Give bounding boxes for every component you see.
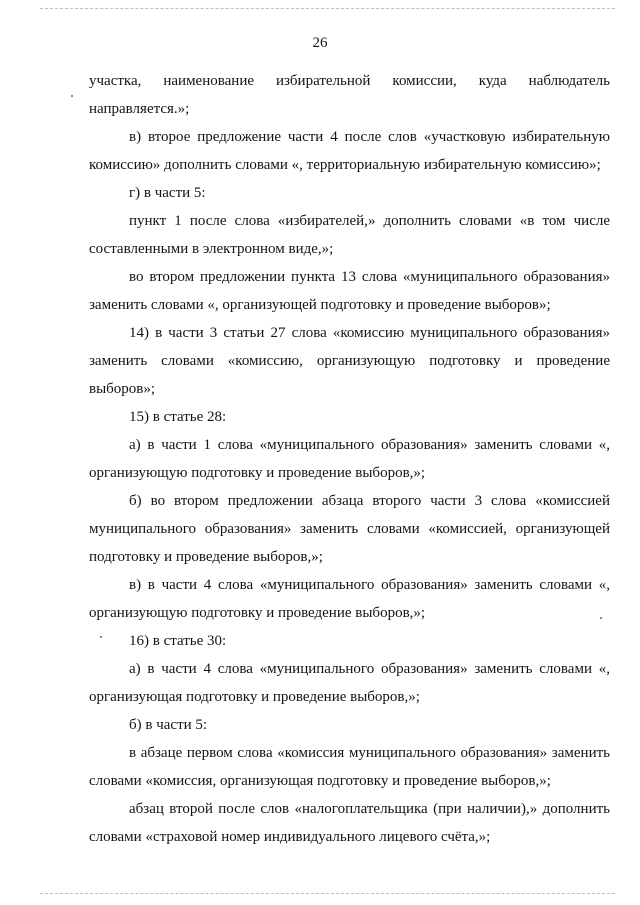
paragraph: в) второе предложение части 4 после слов «участковую избирательную комиссию» дополнить словами «, территориальную избирательную комиссию»; — [89, 129, 610, 173]
paragraph: абзац второй после слов «налогоплательщика (при наличии),» дополнить словами «страховой номер индивидуального лицевого счёта,»; — [89, 801, 610, 845]
paragraph: участка, наименование избирательной комиссии, куда наблюдатель направляется.»; — [89, 73, 610, 117]
paragraph: в абзаце первом слова «комиссия муниципального образования» заменить словами «комиссия, организующая подготовку и проведение выборов,»; — [89, 745, 610, 789]
document-body — [89, 67, 610, 851]
scan-edge-top — [40, 8, 615, 9]
paragraph: в) в части 4 слова «муниципального образования» заменить словами «, организующую подготовку и проведение выборов,»; — [89, 577, 610, 621]
page-number: 26 — [312, 35, 328, 51]
paragraph: а) в части 1 слова «муниципального образования» заменить словами «, организующую подготовку и проведение выборов,»; — [89, 437, 610, 481]
scan-speck — [71, 95, 73, 97]
paragraph: 14) в части 3 статьи 27 слова «комиссию муниципального образования» заменить словами «комиссию, организующую подготовку и проведение выборов»; — [89, 325, 610, 397]
paragraph: 16) в статье 30: — [129, 633, 227, 649]
paragraph: пункт 1 после слова «избирателей,» дополнить словами «в том числе составленными в электронном виде,»; — [89, 213, 610, 257]
paragraph: б) во втором предложении абзаца второго части 3 слова «комиссией муниципального образования» заменить словами «комиссией, организующей подготовку и проведение выборов,»; — [89, 493, 610, 565]
scan-edge-bottom — [40, 893, 615, 894]
paragraph: б) в части 5: — [129, 717, 208, 733]
paragraph: а) в части 4 слова «муниципального образования» заменить словами «, организующая подготовку и проведение выборов,»; — [89, 661, 610, 705]
paragraph: во втором предложении пункта 13 слова «муниципального образования» заменить словами «, организующей подготовку и проведение выборов»; — [89, 269, 610, 313]
paragraph: 15) в статье 28: — [129, 409, 227, 425]
paragraph: г) в части 5: — [129, 185, 206, 201]
